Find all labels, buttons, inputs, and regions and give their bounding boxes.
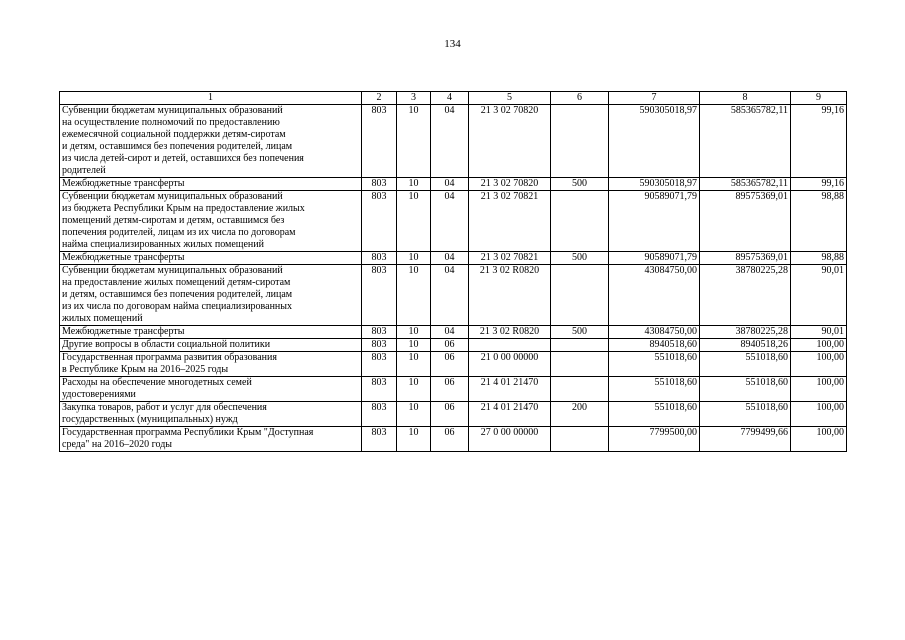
cell-col-4: 04	[431, 326, 469, 339]
cell-col-5: 21 4 01 21470	[469, 377, 551, 402]
cell-col-2: 803	[362, 402, 397, 427]
row-name-cell	[60, 191, 362, 252]
table-row	[60, 377, 847, 402]
cell-col-9: 90,01	[791, 326, 847, 339]
cell-col-3: 10	[397, 178, 431, 191]
budget-table	[59, 91, 847, 452]
cell-col-2: 803	[362, 326, 397, 339]
cell-col-2: 803	[362, 178, 397, 191]
cell-col-4: 06	[431, 377, 469, 402]
cell-col-5: 21 3 02 R0820	[469, 326, 551, 339]
table-body	[60, 105, 847, 452]
row-name-line: удостоверениями	[62, 389, 136, 400]
row-name-line: из числа детей-сирот и детей, оставшихся без попечения	[62, 153, 304, 164]
row-name-line: Субвенции бюджетам муниципальных образований	[62, 191, 283, 202]
table-row	[60, 265, 847, 326]
cell-col-2: 803	[362, 191, 397, 252]
table-row	[60, 402, 847, 427]
cell-col-9: 100,00	[791, 402, 847, 427]
row-name-cell	[60, 339, 362, 352]
cell-col-8: 7799499,66	[700, 427, 791, 452]
row-name-line: на осуществление полномочий по предоставлению	[62, 117, 280, 128]
cell-col-6	[551, 339, 609, 352]
cell-col-2: 803	[362, 377, 397, 402]
cell-col-6: 500	[551, 326, 609, 339]
row-name-line: Субвенции бюджетам муниципальных образований	[62, 105, 283, 116]
cell-col-7: 8940518,60	[609, 339, 700, 352]
cell-col-4: 04	[431, 178, 469, 191]
row-name-cell	[60, 252, 362, 265]
cell-col-3: 10	[397, 252, 431, 265]
cell-col-6: 500	[551, 178, 609, 191]
cell-col-8: 38780225,28	[700, 326, 791, 339]
cell-col-3: 10	[397, 326, 431, 339]
cell-col-3: 10	[397, 339, 431, 352]
cell-col-9: 100,00	[791, 352, 847, 377]
cell-col-7: 43084750,00	[609, 265, 700, 326]
cell-col-5	[469, 339, 551, 352]
row-name-line: Межбюджетные трансферты	[62, 326, 185, 337]
table-row	[60, 105, 847, 178]
cell-col-7: 90589071,79	[609, 252, 700, 265]
cell-col-4: 06	[431, 427, 469, 452]
header-cell: 6	[551, 92, 609, 105]
cell-col-6: 200	[551, 402, 609, 427]
cell-col-9: 90,01	[791, 265, 847, 326]
row-name-cell	[60, 105, 362, 178]
row-name-line: родителей	[62, 165, 106, 176]
cell-col-8: 585365782,11	[700, 178, 791, 191]
page-number: 134	[444, 38, 461, 50]
cell-col-6	[551, 427, 609, 452]
cell-col-3: 10	[397, 427, 431, 452]
cell-col-2: 803	[362, 105, 397, 178]
row-name-line: и детям, оставшимся без попечения родителей, лицам	[62, 141, 293, 152]
cell-col-4: 06	[431, 352, 469, 377]
cell-col-4: 04	[431, 252, 469, 265]
row-name-line: Межбюджетные трансферты	[62, 178, 185, 189]
cell-col-6	[551, 105, 609, 178]
cell-col-9: 99,16	[791, 105, 847, 178]
cell-col-3: 10	[397, 191, 431, 252]
cell-col-5: 27 0 00 00000	[469, 427, 551, 452]
row-name-line: попечения родителей, лицам из их числа по договорам	[62, 227, 296, 238]
table-row	[60, 339, 847, 352]
cell-col-4: 04	[431, 191, 469, 252]
cell-col-5: 21 3 02 R0820	[469, 265, 551, 326]
cell-col-9: 98,88	[791, 191, 847, 252]
cell-col-3: 10	[397, 377, 431, 402]
row-name-line: помещений детям-сиротам и детям, оставшимся без	[62, 215, 285, 226]
cell-col-8: 551018,60	[700, 352, 791, 377]
row-name-cell	[60, 352, 362, 377]
row-name-line: Закупка товаров, работ и услуг для обеспечения	[62, 402, 267, 413]
header-cell: 3	[397, 92, 431, 105]
header-row	[60, 92, 847, 105]
cell-col-7: 7799500,00	[609, 427, 700, 452]
table-row	[60, 178, 847, 191]
cell-col-2: 803	[362, 352, 397, 377]
cell-col-2: 803	[362, 252, 397, 265]
cell-col-7: 551018,60	[609, 352, 700, 377]
cell-col-5: 21 0 00 00000	[469, 352, 551, 377]
cell-col-9: 100,00	[791, 377, 847, 402]
table-row	[60, 427, 847, 452]
row-name-line: найма специализированных жилых помещений	[62, 239, 264, 250]
header-cell: 8	[700, 92, 791, 105]
cell-col-2: 803	[362, 427, 397, 452]
cell-col-5: 21 4 01 21470	[469, 402, 551, 427]
cell-col-8: 551018,60	[700, 377, 791, 402]
cell-col-3: 10	[397, 105, 431, 178]
cell-col-8: 38780225,28	[700, 265, 791, 326]
row-name-line: Государственная программа развития образования	[62, 352, 277, 363]
cell-col-7: 43084750,00	[609, 326, 700, 339]
table-row	[60, 352, 847, 377]
cell-col-4: 06	[431, 402, 469, 427]
cell-col-2: 803	[362, 265, 397, 326]
cell-col-5: 21 3 02 70821	[469, 191, 551, 252]
table-row	[60, 326, 847, 339]
row-name-line: жилых помещений	[62, 313, 143, 324]
cell-col-8: 89575369,01	[700, 191, 791, 252]
table-row	[60, 252, 847, 265]
cell-col-7: 551018,60	[609, 402, 700, 427]
row-name-line: из бюджета Республики Крым на предоставление жилых	[62, 203, 305, 214]
header-cell: 1	[60, 92, 362, 105]
cell-col-9: 99,16	[791, 178, 847, 191]
row-name-line: и детям, оставшимся без попечения родителей, лицам	[62, 289, 293, 300]
cell-col-8: 8940518,26	[700, 339, 791, 352]
cell-col-8: 89575369,01	[700, 252, 791, 265]
header-cell: 2	[362, 92, 397, 105]
cell-col-4: 04	[431, 105, 469, 178]
row-name-line: на предоставление жилых помещений детям-сиротам	[62, 277, 291, 288]
row-name-cell	[60, 178, 362, 191]
cell-col-9: 100,00	[791, 339, 847, 352]
cell-col-3: 10	[397, 352, 431, 377]
cell-col-8: 585365782,11	[700, 105, 791, 178]
cell-col-7: 90589071,79	[609, 191, 700, 252]
header-cell: 4	[431, 92, 469, 105]
row-name-line: среда" на 2016–2020 годы	[62, 439, 173, 450]
cell-col-9: 98,88	[791, 252, 847, 265]
cell-col-3: 10	[397, 402, 431, 427]
row-name-line: Государственная программа Республики Крым "Доступная	[62, 427, 314, 438]
cell-col-6	[551, 265, 609, 326]
cell-col-5: 21 3 02 70821	[469, 252, 551, 265]
row-name-cell	[60, 377, 362, 402]
cell-col-6	[551, 377, 609, 402]
row-name-line: Расходы на обеспечение многодетных семей	[62, 377, 252, 388]
row-name-cell	[60, 326, 362, 339]
cell-col-9: 100,00	[791, 427, 847, 452]
cell-col-2: 803	[362, 339, 397, 352]
cell-col-7: 590305018,97	[609, 178, 700, 191]
cell-col-7: 551018,60	[609, 377, 700, 402]
cell-col-6	[551, 352, 609, 377]
cell-col-4: 06	[431, 339, 469, 352]
cell-col-3: 10	[397, 265, 431, 326]
row-name-line: Другие вопросы в области социальной политики	[62, 339, 271, 350]
row-name-line: Межбюджетные трансферты	[62, 252, 185, 263]
cell-col-5: 21 3 02 70820	[469, 105, 551, 178]
header-cell: 7	[609, 92, 700, 105]
row-name-line: государственных (муниципальных) нужд	[62, 414, 238, 425]
cell-col-8: 551018,60	[700, 402, 791, 427]
header-cell: 5	[469, 92, 551, 105]
row-name-cell	[60, 402, 362, 427]
cell-col-5: 21 3 02 70820	[469, 178, 551, 191]
row-name-line: из их числа по договорам найма специализированных	[62, 301, 293, 312]
cell-col-4: 04	[431, 265, 469, 326]
row-name-cell	[60, 427, 362, 452]
row-name-line: Субвенции бюджетам муниципальных образований	[62, 265, 283, 276]
row-name-line: в Республике Крым на 2016–2025 годы	[62, 364, 229, 375]
table-row	[60, 191, 847, 252]
cell-col-6	[551, 191, 609, 252]
cell-col-6: 500	[551, 252, 609, 265]
header-cell: 9	[791, 92, 847, 105]
row-name-cell	[60, 265, 362, 326]
row-name-line: ежемесячной социальной поддержки детям-сиротам	[62, 129, 286, 140]
cell-col-7: 590305018,97	[609, 105, 700, 178]
